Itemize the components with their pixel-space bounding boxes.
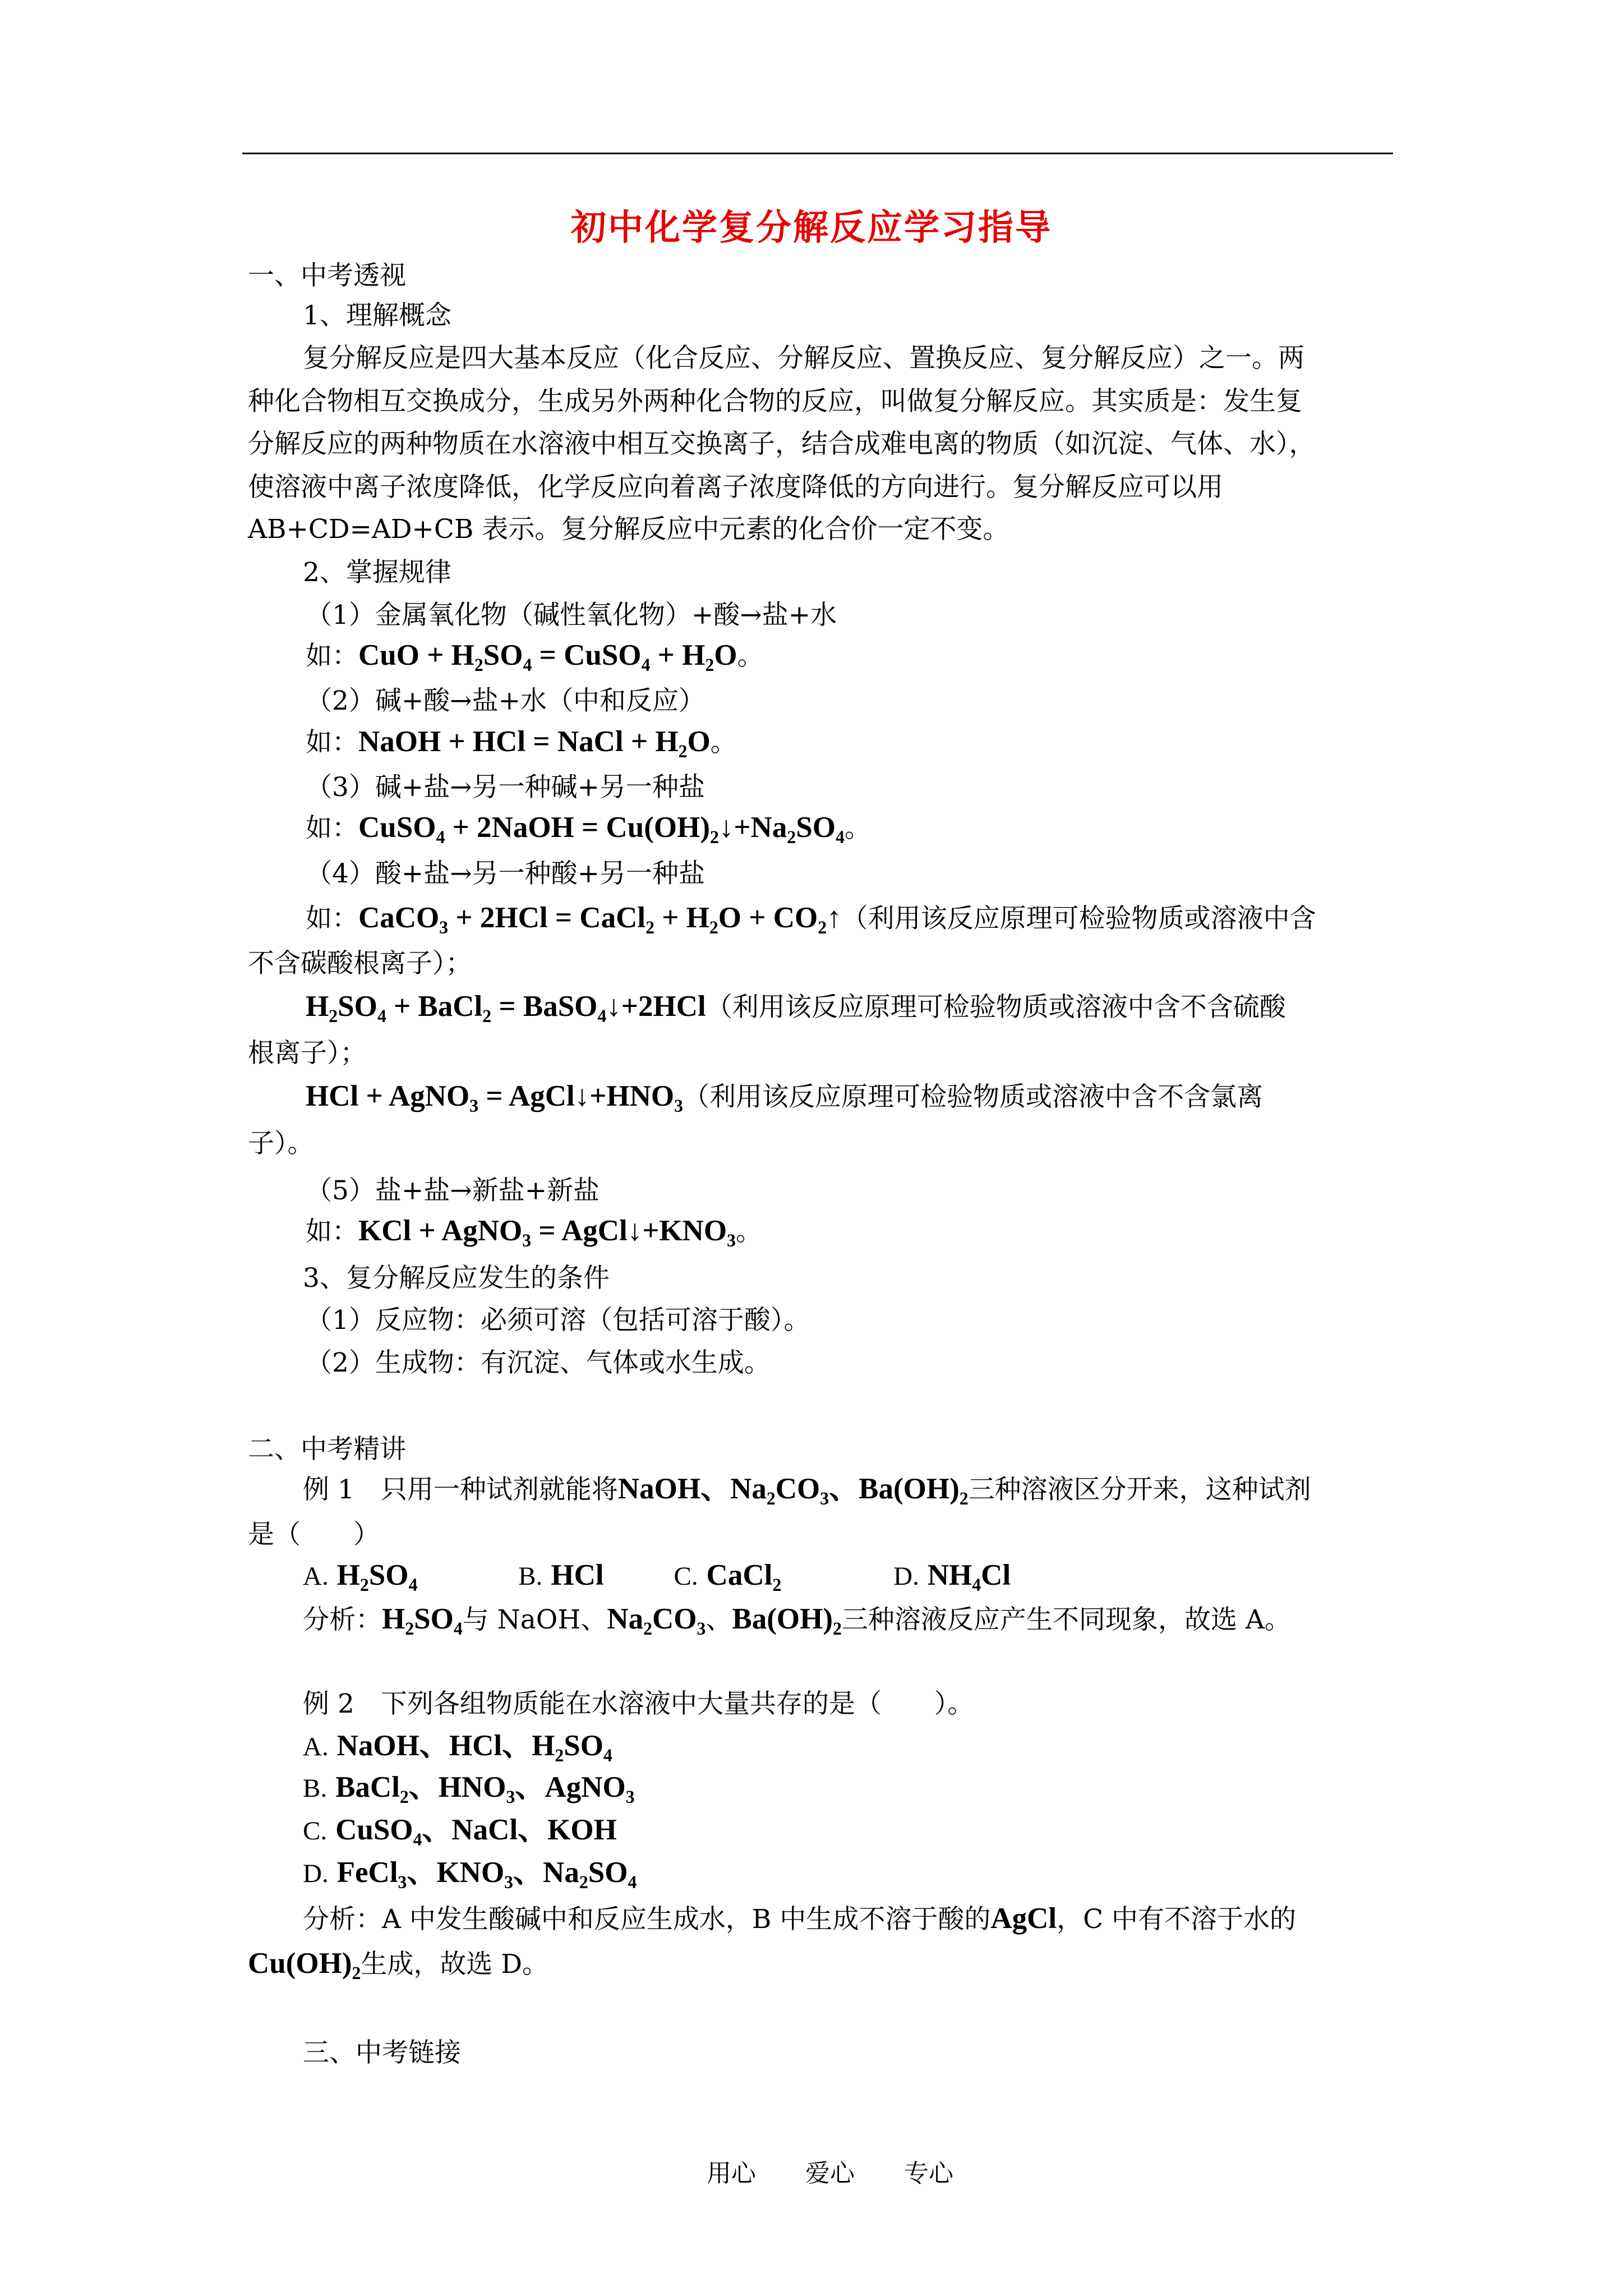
equation-caco3-hcl: CaCO₃ + 2HCl = CaCl₂ + H₂O + CO₂↑ (358, 901, 842, 934)
example-prefix: 如： (306, 1216, 358, 1247)
concept-paragraph-line-1: 复分解反应是四大基本反应（化合反应、分解反应、置换反应、复分解反应）之一。两 (303, 343, 1304, 374)
equation-line-1 (306, 641, 763, 670)
option-a-label: A. (303, 1562, 329, 1591)
analysis-tail: ，C 中有不溶于水的 (1057, 1904, 1297, 1935)
option-d-label: D. (303, 1859, 329, 1888)
subheading-rules: 2、掌握规律 (303, 557, 451, 588)
option-a-label: A. (303, 1732, 329, 1761)
rule-1: （1）金属氧化物（碱性氧化物）+酸→盐+水 (306, 600, 837, 631)
equation-line-2 (306, 727, 737, 757)
equation-line-6 (306, 1082, 1263, 1111)
option-d: NH₄Cl (927, 1559, 1011, 1591)
example-prefix: 如： (306, 903, 358, 934)
example-1-question-line-2: 是（ ） (248, 1519, 380, 1550)
example-1-tail: 三种溶液区分开来，这种试剂 (968, 1474, 1311, 1505)
option-c: CuSO₄、NaCl、KOH (335, 1814, 617, 1846)
rule-3: （3）碱+盐→另一种碱+另一种盐 (306, 772, 706, 803)
option-b: BaCl₂、HNO₃、AgNO₃ (335, 1771, 635, 1803)
option-c-label: C. (674, 1562, 698, 1591)
option-c: CaCl₂ (706, 1559, 782, 1591)
analysis-mid: 与 NaOH、 (462, 1604, 607, 1635)
equation-h2so4-bacl2: H₂SO₄ + BaCl₂ = BaSO₄↓+2HCl (306, 990, 706, 1023)
example-2-option-c (303, 1815, 617, 1845)
example-1-lead: 例 1 只用一种试剂就能将 (303, 1474, 618, 1505)
analysis-sep: 、 (706, 1604, 732, 1635)
example-2-option-a (303, 1731, 612, 1761)
page-title: 初中化学复分解反应学习指导 (571, 207, 1052, 248)
analysis-lead: 分析： (303, 1604, 382, 1635)
example-prefix: 如： (306, 727, 358, 758)
example-2-analysis (303, 1904, 1296, 1934)
example-2-option-b (303, 1773, 635, 1802)
analysis-chem-cuoh2: Cu(OH)₂ (248, 1947, 361, 1980)
option-a: NaOH、HCl、H₂SO₄ (336, 1729, 612, 1762)
rule-4: （4）酸+盐→另一种酸+另一种盐 (306, 858, 706, 889)
equation-note: （利用该反应原理可检验物质或溶液中含 (841, 903, 1316, 934)
concept-paragraph-line-2: 种化合物相互交换成分，生成另外两种化合物的反应，叫做复分解反应。其实质是：发生复 (248, 386, 1302, 417)
condition-1: （1）反应物：必须可溶（包括可溶于酸）。 (306, 1305, 810, 1336)
analysis-chem-1: H₂SO₄ (382, 1603, 463, 1635)
equation-cuso4-naoh: CuSO₄ + 2NaOH = Cu(OH)₂↓+Na₂SO₄ (358, 811, 845, 844)
analysis-tail: 三种溶液反应产生不同现象，故选 A。 (841, 1604, 1291, 1635)
equation-line-4 (306, 903, 1316, 933)
equation-line-7 (306, 1216, 762, 1246)
option-b-label: B. (518, 1562, 543, 1591)
example-prefix: 如： (306, 813, 358, 844)
analysis-lead: 分析：A 中发生酸碱中和反应生成水，B 中生成不溶于酸的 (303, 1904, 991, 1935)
subheading-concept: 1、理解概念 (303, 300, 451, 331)
option-d: FeCl₃、KNO₃、Na₂SO₄ (336, 1856, 637, 1889)
section-heading-2: 二、中考精讲 (248, 1434, 406, 1465)
section-heading-3: 三、中考链接 (303, 2037, 461, 2068)
equation-line-5 (306, 992, 1286, 1022)
example-1-question (303, 1474, 1311, 1504)
equation-hcl-agno3: HCl + AgNO₃ = AgCl↓+HNO₃ (306, 1080, 684, 1112)
concept-paragraph-line-4: 使溶液中离子浓度降低，化学反应向着离子浓度降低的方向进行。复分解反应可以用 (248, 472, 1223, 503)
analysis-chem-2: Na₂CO₃ (607, 1603, 706, 1635)
analysis-chem-agcl: AgCl (990, 1902, 1057, 1935)
rule-5: （5）盐+盐→新盐+新盐 (306, 1175, 600, 1206)
example-2-analysis-line-2 (248, 1949, 548, 1978)
example-1-options (303, 1561, 1011, 1590)
equation-note: （利用该反应原理可检验物质或溶液中含不含氯离 (683, 1082, 1264, 1112)
period: 。 (736, 1216, 763, 1247)
example-1-analysis (303, 1604, 1291, 1634)
subheading-conditions: 3、复分解反应发生的条件 (303, 1263, 610, 1294)
equation-note-continued: 根离子）； (248, 1038, 367, 1069)
option-d-label: D. (893, 1562, 919, 1591)
equation-note: （利用该反应原理可检验物质或溶液中含不含硫酸 (706, 992, 1286, 1023)
option-a: H₂SO₄ (336, 1559, 418, 1591)
header-rule (242, 153, 1393, 154)
analysis-tail: 生成，故选 D。 (361, 1949, 549, 1980)
period: 。 (737, 641, 764, 671)
equation-note-continued: 不含碳酸根离子）； (248, 948, 472, 979)
equation-kcl-agno3: KCl + AgNO₃ = AgCl↓+KNO₃ (358, 1214, 736, 1247)
rule-2: （2）碱+酸→盐+水（中和反应） (306, 685, 706, 716)
condition-2: （2）生成物：有沉淀、气体或水生成。 (306, 1347, 771, 1378)
equation-line-3 (306, 813, 871, 843)
equation-cuo-h2so4: CuO + H₂SO₄ = CuSO₄ + H₂O (358, 639, 737, 671)
example-prefix: 如： (306, 641, 358, 671)
example-2-question: 例 2 下列各组物质能在水溶液中大量共存的是（ ）。 (303, 1688, 974, 1719)
page-footer: 用心 爱心 专心 (707, 2159, 953, 2188)
period: 。 (710, 727, 737, 758)
analysis-chem-3: Ba(OH)₂ (732, 1603, 842, 1635)
equation-note-continued: 子）。 (248, 1128, 314, 1159)
example-1-substances: NaOH、Na₂CO₃、Ba(OH)₂ (617, 1473, 969, 1505)
option-b-label: B. (303, 1774, 328, 1803)
section-heading-1: 一、中考透视 (248, 260, 406, 291)
equation-naoh-hcl: NaOH + HCl = NaCl + H₂O (358, 725, 711, 758)
option-b: HCl (551, 1559, 604, 1591)
period: 。 (844, 813, 871, 844)
concept-paragraph-line-5: AB+CD=AD+CB 表示。复分解反应中元素的化合价一定不变。 (248, 514, 1009, 545)
example-2-option-d (303, 1858, 637, 1888)
concept-paragraph-line-3: 分解反应的两种物质在水溶液中相互交换离子，结合成难电离的物质（如沉淀、气体、水）， (248, 429, 1316, 459)
option-c-label: C. (303, 1816, 328, 1846)
